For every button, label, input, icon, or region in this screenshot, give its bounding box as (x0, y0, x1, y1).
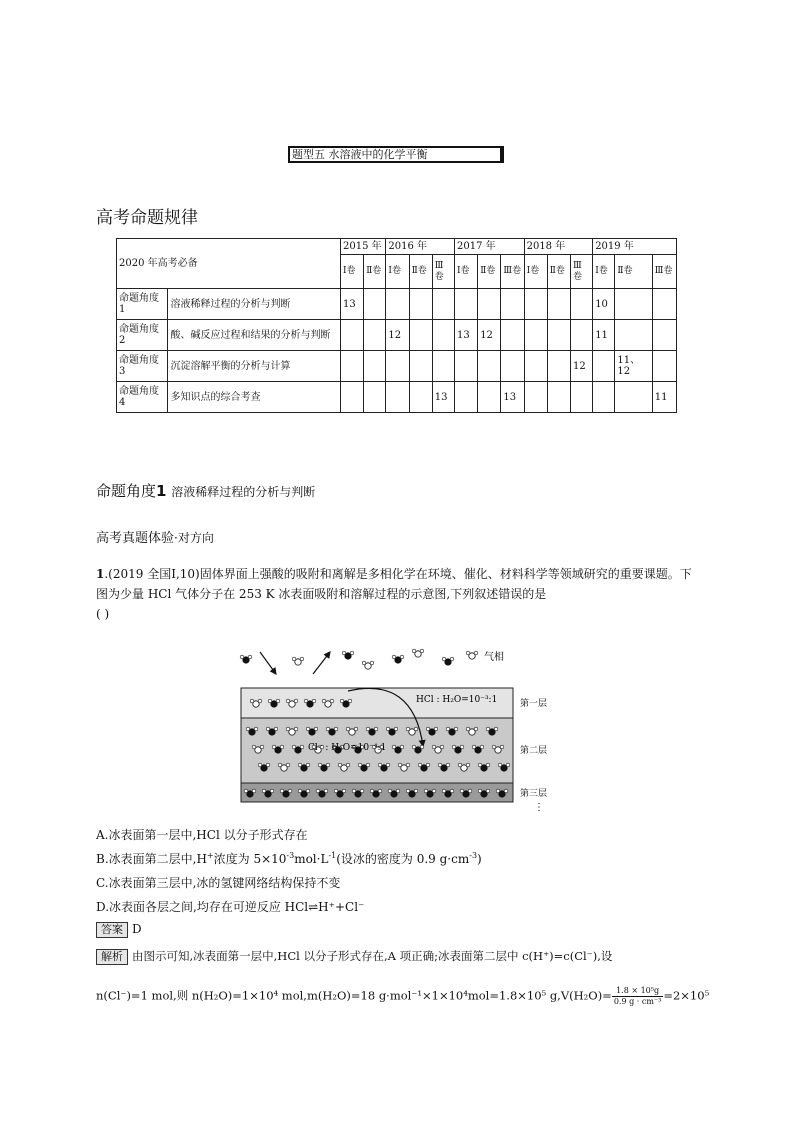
question-number-cell (364, 320, 386, 351)
question-number-cell: 12 (478, 320, 501, 351)
volume-header: Ⅰ卷 (340, 255, 363, 289)
question-1 (96, 564, 700, 624)
volume-header: Ⅲ卷 (501, 255, 524, 289)
explanation-label: 解析 (96, 949, 128, 965)
option-c: C.冰表面第三层中,冰的氢键网络结构保持不变 (96, 876, 341, 890)
question-number-cell (432, 320, 454, 351)
year-header: 2018 年 (524, 239, 593, 255)
question-number-cell (409, 289, 432, 320)
description-cell: 溶液稀释过程的分析与判断 (168, 289, 341, 320)
question-number-cell (593, 351, 615, 382)
chapter-title: 题型五 水溶液中的化学平衡 (292, 148, 428, 161)
volume-header: Ⅰ卷 (454, 255, 477, 289)
question-number-cell: 12 (386, 320, 409, 351)
option-b-part: ) (477, 852, 482, 866)
volume-fraction (612, 986, 664, 1007)
question-number-cell (454, 382, 477, 413)
more-layers-dots: ⋮ (534, 802, 544, 813)
volume-header: Ⅱ卷 (547, 255, 570, 289)
ice-surface-diagram (238, 646, 568, 816)
question-number-cell (652, 351, 676, 382)
volume-header: Ⅰ卷 (593, 255, 615, 289)
volume-header: Ⅲ卷 (652, 255, 676, 289)
table-corner-label: 2020 年高考必备 (119, 258, 198, 269)
water-molecule (442, 657, 454, 665)
water-molecule (240, 655, 252, 663)
question-number-cell (547, 289, 570, 320)
question-number-cell (501, 351, 524, 382)
question-source: .(2019 全国Ⅰ,10) (104, 567, 200, 581)
angle-prefix: 命题角度 (96, 482, 157, 500)
volume-header: Ⅱ卷 (478, 255, 501, 289)
option-b (96, 850, 482, 867)
question-number-cell: 12 (571, 351, 593, 382)
diagram-svg (238, 646, 568, 816)
subsection-title (96, 527, 214, 546)
volume-header: Ⅱ卷 (615, 255, 652, 289)
fraction-numerator: 1.8 × 10⁵g (612, 986, 664, 997)
question-number-cell (524, 320, 547, 351)
angle-title (96, 480, 315, 501)
volume-header: Ⅲ卷 (571, 255, 593, 289)
layer-2-label: 第二层 (520, 746, 548, 756)
question-number-cell: 13 (454, 320, 477, 351)
question-number-cell: 13 (340, 289, 363, 320)
question-number-cell (432, 289, 454, 320)
volume-header: Ⅱ卷 (409, 255, 432, 289)
hcl-molecule (466, 651, 478, 659)
volume-header: Ⅰ卷 (524, 255, 547, 289)
ratio-label-hcl: HCl : H₂O=10⁻³:1 (416, 695, 498, 705)
question-number-cell (615, 320, 652, 351)
year-header: 2017 年 (454, 239, 524, 255)
question-number-cell (409, 351, 432, 382)
volume-header: Ⅰ卷 (386, 255, 409, 289)
question-number-cell (615, 382, 652, 413)
question-number-cell (386, 351, 409, 382)
question-number-cell (571, 382, 593, 413)
question-number-cell (524, 351, 547, 382)
question-number-cell (615, 289, 652, 320)
year-header: 2015 年 (340, 239, 385, 255)
answer-bracket: ( ) (96, 607, 110, 621)
year-header: 2019 年 (593, 239, 677, 255)
question-number: 1 (96, 567, 105, 581)
table-body (117, 289, 677, 413)
angle-cell: 命题角度 2 (117, 320, 168, 351)
option-b-part: (设冰的密度为 0.9 g·cm (336, 852, 470, 866)
explanation-line-2-row (96, 986, 710, 1007)
option-d: D.冰表面各层之间,均存在可逆反应 HCl⇌H⁺+Cl⁻ (96, 900, 365, 914)
question-number-cell (454, 289, 477, 320)
question-number-cell (571, 320, 593, 351)
gas-phase-label: 气相 (484, 652, 504, 663)
section-heading: 高考命题规律 (96, 208, 198, 228)
description-cell: 沉淀溶解平衡的分析与计算 (168, 351, 341, 382)
option-a: A.冰表面第一层中,HCl 以分子形式存在 (96, 828, 308, 842)
question-number-cell (340, 351, 363, 382)
question-number-cell: 13 (501, 382, 524, 413)
volume-header: Ⅱ卷 (364, 255, 386, 289)
option-b-sup: -3 (469, 851, 478, 860)
question-number-cell (340, 382, 363, 413)
question-number-cell (409, 382, 432, 413)
explanation-line-2-end: =2×10⁵ (663, 988, 710, 1003)
question-number-cell (478, 289, 501, 320)
question-number-cell: 11 (593, 320, 615, 351)
question-number-cell: 10 (593, 289, 615, 320)
question-number-cell (501, 320, 524, 351)
question-number-cell (454, 351, 477, 382)
question-number-cell (478, 382, 501, 413)
explanation-line-2: n(Cl⁻)=1 mol,则 n(H₂O)=1×10⁴ mol,m(H₂O)=18 g·mol⁻¹×1×10⁴mol=1.8×10⁵ g,V(H₂O)= (96, 988, 612, 1003)
question-number-cell (547, 351, 570, 382)
option-b-part: mol·L (294, 852, 329, 866)
volume-header: Ⅲ卷 (432, 255, 454, 289)
answer-row (96, 922, 142, 938)
option-b-part: 浓度为 5×10 (213, 852, 287, 866)
option-b-sup: + (206, 851, 214, 860)
table-row (117, 320, 677, 351)
question-number-cell (652, 289, 676, 320)
description-cell: 酸、碱反应过程和结果的分析与判断 (168, 320, 341, 351)
chapter-title-box (288, 146, 504, 163)
angle-cell: 命题角度 3 (117, 351, 168, 382)
question-number-cell (340, 320, 363, 351)
question-number-cell: 11、12 (615, 351, 652, 382)
fraction-denominator: 0.9 g · cm⁻³ (613, 997, 662, 1006)
question-number-cell (386, 289, 409, 320)
answer-value: D (132, 922, 142, 936)
question-number-cell: 11 (652, 382, 676, 413)
layer-3-label: 第三层 (520, 789, 548, 799)
hcl-molecule (362, 661, 374, 669)
question-number-cell: 13 (432, 382, 454, 413)
table-row (117, 351, 677, 382)
water-molecule (342, 651, 354, 659)
angle-cell: 命题角度 1 (117, 289, 168, 320)
question-number-cell (547, 382, 570, 413)
angle-cell: 命题角度 4 (117, 382, 168, 413)
angle-subtitle: 溶液稀释过程的分析与判断 (171, 485, 316, 499)
layer-1-label: 第一层 (520, 699, 548, 709)
desorption-arrow (313, 652, 330, 674)
question-number-cell (524, 289, 547, 320)
question-number-cell (593, 382, 615, 413)
water-molecule (392, 655, 404, 663)
hcl-molecule (292, 657, 304, 665)
question-number-cell (364, 382, 386, 413)
description-cell: 多知识点的综合考查 (168, 382, 341, 413)
exam-frequency-table (116, 238, 677, 413)
question-number-cell (524, 382, 547, 413)
question-number-cell (432, 351, 454, 382)
question-number-cell (571, 289, 593, 320)
question-number-cell (478, 351, 501, 382)
table-corner-cell (117, 239, 341, 289)
question-number-cell (501, 289, 524, 320)
explanation-row (96, 946, 700, 966)
option-b-part: B.冰表面第二层中,H (96, 852, 207, 866)
question-number-cell (547, 320, 570, 351)
question-number-cell (409, 320, 432, 351)
table-row (117, 289, 677, 320)
option-b-sup: -3 (286, 851, 295, 860)
question-number-cell (386, 382, 409, 413)
answer-label: 答案 (96, 922, 128, 938)
hcl-molecule (412, 649, 424, 657)
explanation-line-1: 由图示可知,冰表面第一层中,HCl 以分子形式存在,A 项正确;冰表面第二层中 c(H⁺)=c(Cl⁻),设 (132, 949, 613, 963)
option-b-sup: -1 (328, 851, 337, 860)
subsection-tag: ·对方向 (174, 531, 214, 545)
question-number-cell (652, 320, 676, 351)
angle-number: 1 (156, 482, 167, 500)
question-number-cell (364, 351, 386, 382)
adsorption-arrow (260, 652, 276, 674)
subsection-label: 高考真题体验 (96, 531, 175, 546)
year-header: 2016 年 (386, 239, 455, 255)
table-row (117, 382, 677, 413)
ratio-label-cl: Cl⁻ : H₂O=10⁻⁴:1 (308, 743, 387, 753)
question-text: 固体界面上强酸的吸附和离解是多相化学在环境、催化、材料科学等领域研究的重要课题。下图为少量 HCl 气体分子在 253 K 冰表面吸附和溶解过程的示意图,下列叙述错误的是 (96, 567, 692, 601)
question-number-cell (364, 289, 386, 320)
